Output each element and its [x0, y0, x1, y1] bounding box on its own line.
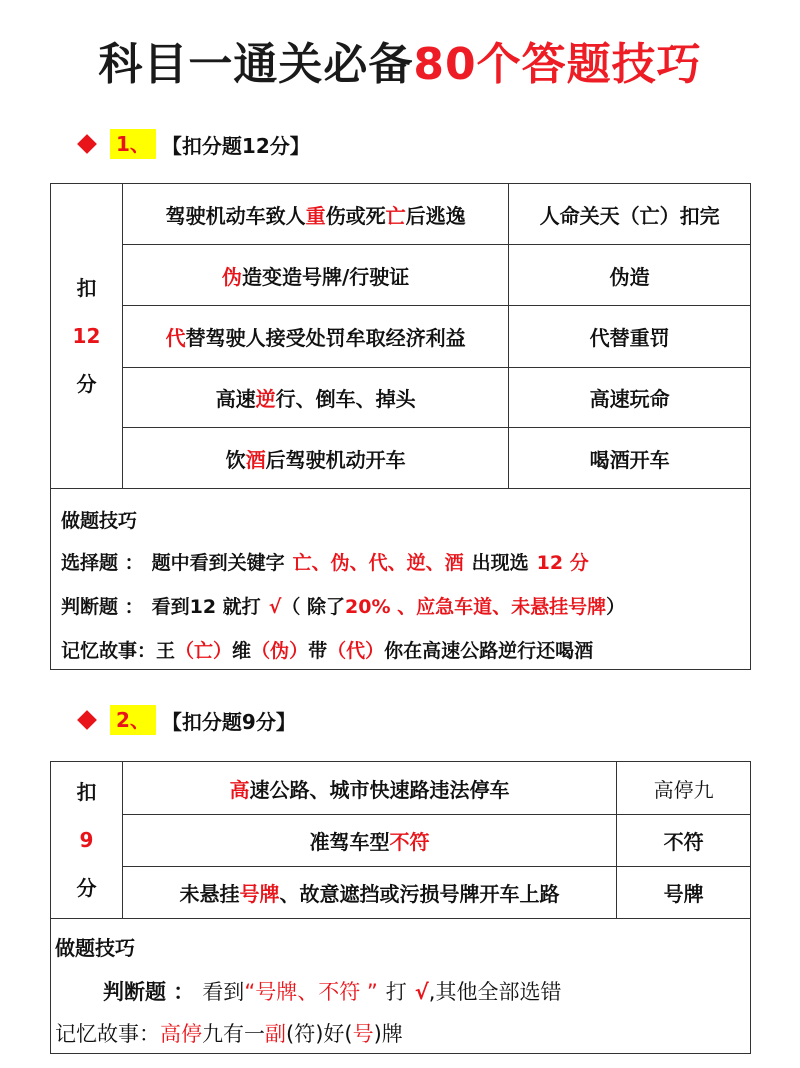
side-mid: 9	[79, 828, 94, 852]
section1-heading: 【扣分题12分】	[161, 133, 310, 158]
side-bottom: 分	[76, 876, 97, 900]
answer-cell: 喝酒开车	[509, 428, 751, 489]
answer-cell: 号牌	[617, 867, 751, 919]
title-part1: 科目一通关必备	[98, 39, 414, 90]
section1-number: 1、	[110, 129, 156, 159]
tips-heading: 做题技巧	[55, 936, 135, 960]
table-row	[51, 306, 751, 368]
section1-header	[80, 126, 310, 162]
table-row	[51, 867, 751, 919]
section1-tips	[50, 488, 751, 670]
section1-table	[50, 183, 751, 489]
answer-cell: 高停九	[617, 762, 751, 815]
violation-cell: 准驾车型不符	[122, 815, 616, 867]
tips-heading: 做题技巧	[61, 510, 138, 532]
side-top: 扣	[76, 780, 97, 804]
side-bottom: 分	[76, 372, 97, 396]
tips-judge-line: 判断题 ： 看到12 就打 √（ 除了20% 、应急车道、未悬挂号牌）	[61, 596, 626, 618]
tips-judge-line: 判断题 ： 看到“号牌、不符 ” 打 √,其他全部选错	[103, 980, 562, 1004]
violation-cell: 高速逆行、倒车、掉头	[122, 368, 508, 428]
violation-cell: 高速公路、城市快速路违法停车	[122, 762, 616, 815]
title-part2: 80个答题技巧	[413, 39, 702, 90]
answer-cell: 人命关天（亡）扣完	[509, 184, 751, 245]
answer-cell: 高速玩命	[509, 368, 751, 428]
answer-cell: 伪造	[509, 245, 751, 306]
answer-cell: 不符	[617, 815, 751, 867]
violation-cell: 伪造变造号牌/行驶证	[122, 245, 508, 306]
diamond-bullet-icon	[77, 710, 97, 730]
section2-table	[50, 761, 751, 919]
section2-tips	[50, 918, 751, 1054]
violation-cell: 未悬挂号牌、故意遮挡或污损号牌开车上路	[122, 867, 616, 919]
table-row	[51, 762, 751, 815]
section2-side-label	[51, 762, 123, 919]
table-row	[51, 184, 751, 245]
diamond-bullet-icon	[77, 134, 97, 154]
table-row	[51, 815, 751, 867]
violation-cell: 驾驶机动车致人重伤或死亡后逃逸	[122, 184, 508, 245]
section1-side-label	[51, 184, 123, 489]
page-title	[0, 28, 800, 92]
table-row	[51, 245, 751, 306]
violation-cell: 代替驾驶人接受处罚牟取经济利益	[122, 306, 508, 368]
table-row	[51, 428, 751, 489]
side-mid: 12	[72, 324, 101, 348]
side-top: 扣	[76, 276, 97, 300]
tips-choice-line: 选择题 ： 题中看到关键字 亡、伪、代、逆、酒 出现选 12 分	[61, 552, 589, 574]
tips-memory-line: 记忆故事：王（亡）维（伪）带（代）你在高速公路逆行还喝酒	[61, 640, 594, 662]
table-row	[51, 368, 751, 428]
tips-memory-line: 记忆故事：高停九有一副(符)好(号)牌	[55, 1022, 403, 1046]
answer-cell: 代替重罚	[509, 306, 751, 368]
section2-header	[80, 702, 296, 738]
section2-number: 2、	[110, 705, 156, 735]
section2-heading: 【扣分题9分】	[161, 709, 296, 734]
violation-cell: 饮酒后驾驶机动开车	[122, 428, 508, 489]
